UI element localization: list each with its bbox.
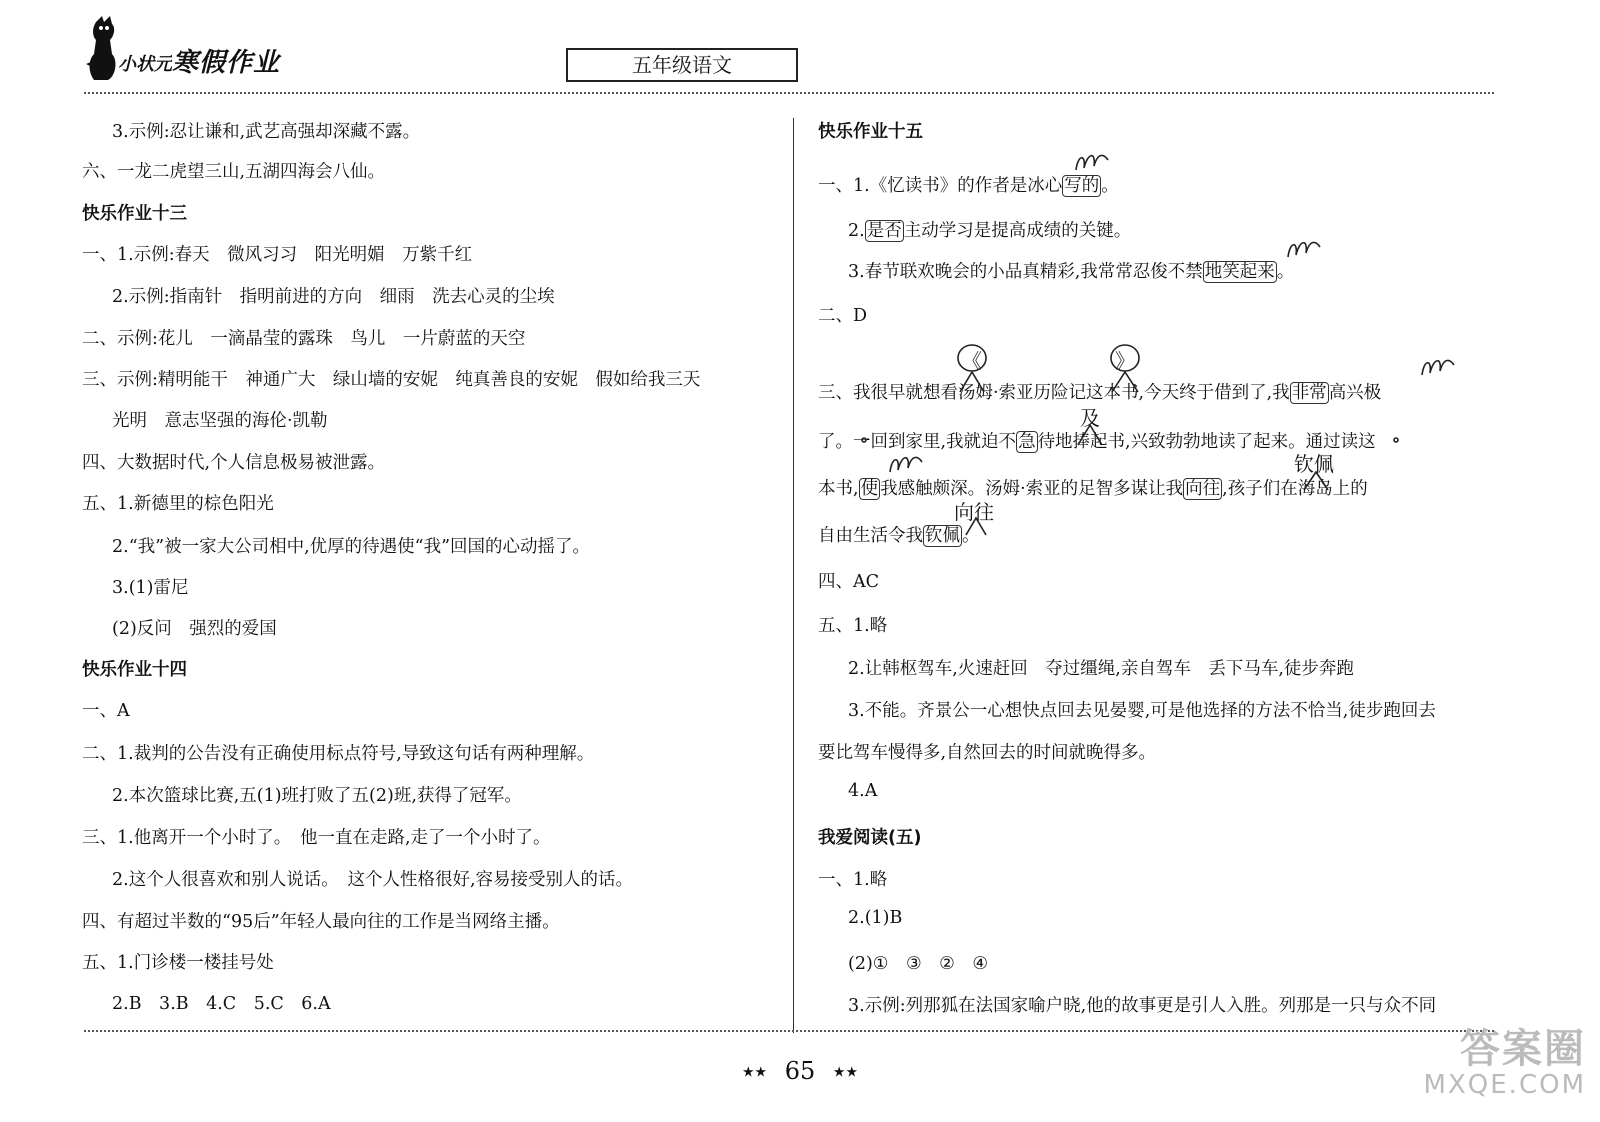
squiggle-mark (1288, 242, 1320, 257)
handwritten-insert: 向往 (954, 500, 994, 524)
watermark (1424, 1028, 1586, 1100)
answer-line (818, 428, 1376, 453)
corrected-word: 是否 (866, 221, 902, 241)
page-header (0, 0, 1600, 95)
answer-line: 光明 意志坚强的海伦·凯勒 (112, 411, 328, 431)
answer-line: 3.(1)雷尼 (112, 578, 189, 598)
page-number: 65 (784, 1057, 816, 1085)
squiggle-mark (1422, 360, 1454, 375)
header-divider (84, 92, 1494, 94)
page-footer (0, 1057, 1600, 1085)
corrected-word: 急 (1018, 432, 1036, 452)
corrected-word: 写的 (1064, 176, 1100, 196)
handwritten-insert: 及 (1080, 406, 1100, 430)
text-run: 一、1.《忆读书》的作者是冰心 (818, 176, 1063, 196)
section-heading: 快乐作业十四 (82, 660, 187, 680)
text-run: 主动学习是提高成绩的关键。 (903, 221, 1132, 241)
watermark-url: MXQE.COM (1423, 1070, 1586, 1100)
text-run: 。 (1276, 262, 1295, 282)
corrected-word: 钦佩 (925, 526, 960, 546)
answer-line: 2.让韩枢驾车,火速赶回 夺过缰绳,亲自驾车 丢下马车,徒步奔跑 (848, 659, 1354, 679)
text-run: 自由生活令我 (818, 526, 923, 546)
text-run: ,孩子们在海岛上的 (1222, 479, 1368, 499)
text-run: 。 (962, 526, 980, 546)
answer-line: 二、示例:花儿 一滴晶莹的露珠 鸟儿 一片蔚蓝的天空 (82, 329, 526, 349)
answer-line: 二、D (818, 306, 868, 326)
brand-title: 寒假作业 (172, 48, 281, 78)
answer-line: (2)① ③ ② ④ (848, 954, 989, 974)
answer-line: (2)反问 强烈的爱国 (112, 619, 277, 639)
svg-text:小状元: 小状元 (118, 54, 172, 75)
answer-line: 五、1.门诊楼一楼挂号处 (82, 953, 274, 973)
text-run: 2. (848, 221, 865, 241)
watermark-logo: 答案圈 (1460, 1026, 1586, 1072)
answer-line: 2.本次篮球比赛,五(1)班打败了五(2)班,获得了冠军。 (112, 786, 522, 806)
corrected-word: 地笑起来 (1204, 262, 1275, 282)
handwritten-close-quote: 》 (1115, 349, 1135, 373)
answer-line: 二、1.裁判的公告没有正确使用标点符号,导致这句话有两种理解。 (82, 744, 595, 764)
text-run: 高兴极 (1328, 383, 1382, 403)
corrected-word: 非常 (1291, 383, 1327, 403)
column-divider (793, 118, 794, 1033)
answer-line: 4.A (848, 781, 878, 801)
answer-line: 3.示例:列那狐在法国家喻户晓,他的故事更是引人入胜。列那是一只与众不同 (848, 996, 1437, 1016)
mascot-logo-icon (82, 14, 172, 84)
section-heading: 我爱阅读(五) (818, 828, 922, 848)
answer-line: 四、AC (818, 572, 880, 592)
answer-line: 一、1.示例:春天 微风习习 阳光明媚 万紫千红 (82, 245, 473, 265)
text-run: 了。一回到家里,我就迫不 (818, 432, 1017, 452)
section-heading: 快乐作业十五 (818, 122, 923, 142)
answer-line (848, 217, 1131, 242)
text-run: 。 (1101, 176, 1119, 196)
star-decoration-left: ★★ (741, 1064, 768, 1081)
text-run: 3.春节联欢晚会的小品真精彩,我常常忍俊不禁 (848, 262, 1203, 282)
section-heading: 快乐作业十三 (82, 204, 187, 224)
answer-line: 2.(1)B (848, 908, 903, 928)
corrected-word: 使 (860, 479, 879, 499)
answer-line: 五、1.略 (818, 616, 888, 636)
text-run: 三、我很早就想看汤姆·索亚历险记这本书,今天终于借到了,我 (818, 383, 1290, 403)
answer-line: 六、一龙二虎望三山,五湖四海会八仙。 (82, 162, 386, 182)
answer-line: 2.B 3.B 4.C 5.C 6.A (112, 994, 331, 1014)
answer-line: 四、有超过半数的“95后”年轻人最向往的工作是当网络主播。 (82, 912, 560, 932)
answer-line: 3.不能。齐景公一心想快点回去见晏婴,可是他选择的方法不恰当,徒步跑回去 (848, 701, 1436, 721)
star-decoration-right: ★★ (832, 1064, 859, 1081)
handwritten-insert: 钦佩 (1294, 452, 1334, 476)
answer-line (818, 172, 1119, 197)
period-mark (1394, 438, 1398, 442)
answer-line (818, 379, 1381, 404)
answer-line: 一、A (82, 701, 130, 721)
text-run: 我感触颇深。汤姆·索亚的足智多谋让我 (880, 479, 1184, 499)
answer-line: 三、示例:精明能干 神通广大 绿山墙的安妮 纯真善良的安妮 假如给我三天 (82, 370, 701, 390)
footer-divider (84, 1030, 1494, 1032)
answer-line: 一、1.略 (818, 870, 888, 890)
answer-line: 2.这个人很喜欢和别人说话。 这个人性格很好,容易接受别人的话。 (112, 870, 634, 890)
squiggle-mark (1076, 155, 1108, 170)
answer-line: 2.示例:指南针 指明前进的方向 细雨 洗去心灵的尘埃 (112, 287, 555, 307)
subject-label: 五年级语文 (566, 48, 798, 82)
answer-line: 要比驾车慢得多,自然回去的时间就晚得多。 (818, 743, 1157, 763)
text-run: 待地捧起书,兴致勃勃地读了起来。通过读这 (1037, 432, 1376, 452)
answer-line (848, 258, 1294, 283)
answer-line (818, 522, 980, 547)
handwritten-open-quote: 《 (962, 349, 982, 373)
answer-line: 2.“我”被一家大公司相中,优厚的待遇使“我”回国的心动摇了。 (112, 537, 591, 557)
text-run: 本书, (818, 479, 859, 499)
answer-line: 三、1.他离开一个小时了。 他一直在走路,走了一个小时了。 (82, 828, 551, 848)
corrected-word: 向往 (1185, 479, 1221, 499)
answer-line: 五、1.新德里的棕色阳光 (82, 494, 274, 514)
answer-line: 3.示例:忍让谦和,武艺高强却深藏不露。 (112, 122, 421, 142)
squiggle-mark (890, 457, 922, 472)
answer-line: 四、大数据时代,个人信息极易被泄露。 (82, 453, 386, 473)
answer-line (818, 475, 1368, 500)
